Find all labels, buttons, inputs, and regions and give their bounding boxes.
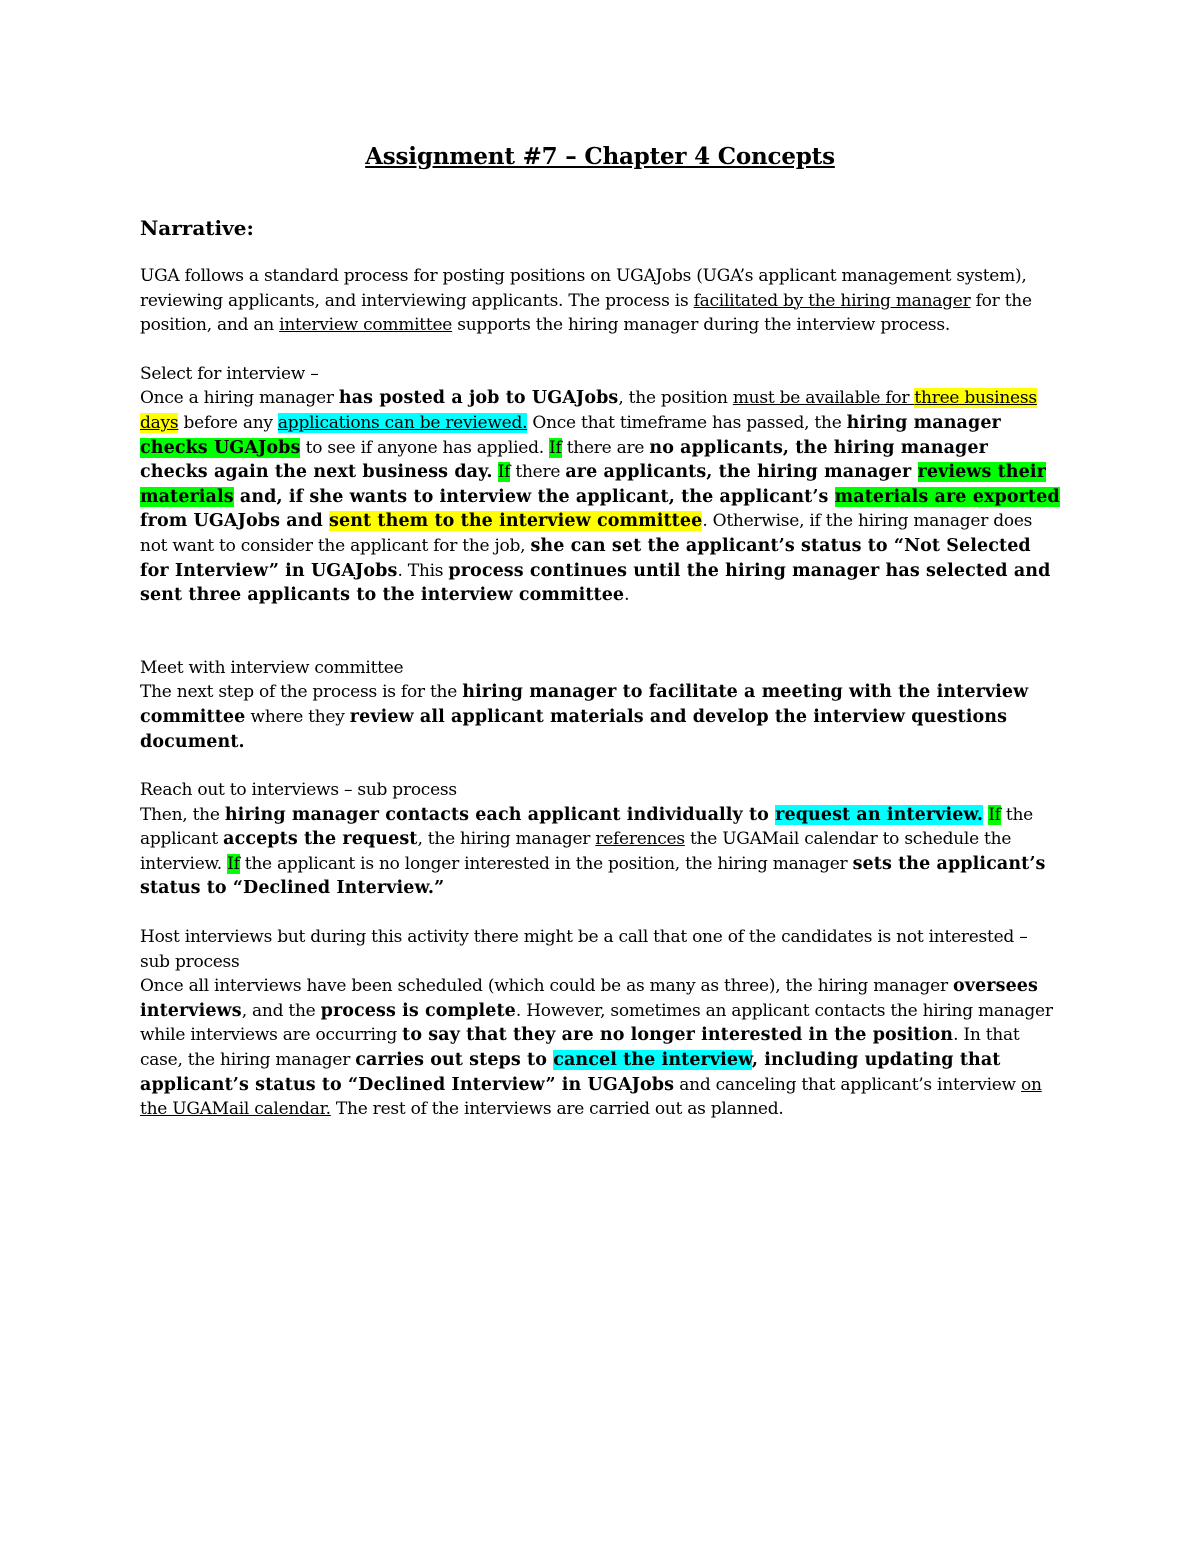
host-bold: , including updating that applicant’s status to “Declined Interview” in UGAJobs: [140, 1050, 1001, 1095]
host-highlight-cyan: cancel the interview: [553, 1050, 752, 1071]
select-text: [493, 462, 498, 482]
select-highlight-green: If: [497, 462, 511, 483]
select-text: Once a hiring manager: [140, 388, 339, 409]
host-text: . However, sometimes an applicant contacts the hiring manager while interviews are occurring: [140, 1000, 1053, 1046]
reach-text: the applicant: [140, 804, 1033, 850]
select-text: Once that timeframe has passed, the: [527, 412, 847, 433]
reach-label: Reach out to interviews – sub process: [140, 780, 457, 801]
reach-text: the applicant is no longer interested in the position, the hiring manager: [239, 853, 853, 874]
reach-text: , the hiring manager: [417, 829, 596, 850]
host-text: and canceling that applicant’s interview: [674, 1074, 1022, 1095]
select-highlight-yellow: three business days: [140, 388, 1037, 433]
select-text: there are: [561, 437, 650, 458]
host-bold: carries out steps to: [355, 1050, 554, 1071]
reach-highlight-green: If: [227, 853, 240, 874]
meet-bold: hiring manager to facilitate a meeting with the interview committee: [140, 682, 1029, 727]
select-bold: hiring manager: [846, 412, 1001, 433]
intro-underline: interview committee: [279, 315, 453, 336]
select-text: .: [624, 585, 630, 606]
meet-text: where they: [245, 706, 350, 727]
host-bold: to say that they are no longer interested in the position: [402, 1025, 954, 1046]
reach-bold: sets the applicant’s status to “Declined Interview.”: [140, 853, 1046, 899]
select-bold: she can set the applicant’s status to “Not Selected for Interview” in UGAJobs: [140, 535, 1031, 581]
meet-text: The next step of the process is for the: [140, 682, 463, 703]
host-bold: oversees interviews: [140, 976, 1038, 1021]
document-title: Assignment #7 – Chapter 4 Concepts: [365, 143, 835, 170]
select-highlight-green: If: [549, 437, 562, 458]
meet-label: Meet with interview committee: [140, 657, 404, 678]
reach-bold: hiring manager contacts each applicant individually to: [224, 804, 776, 825]
select-text: there: [510, 462, 566, 483]
reach-text: Then, the: [140, 804, 225, 825]
host-underline: on the UGAMail calendar.: [140, 1074, 1042, 1120]
select-bold: no applicants, the hiring manager checks again the next business day.: [140, 437, 988, 483]
host-text: Once all interviews have been scheduled (which could be as many as three), the hiring manager: [140, 976, 954, 997]
meet-bold: review all applicant materials and develop the interview questions document.: [140, 706, 1008, 752]
host-label: Host interviews but during this activity there might be a call that one of the candidates is not interested – sub process: [140, 927, 1028, 972]
select-highlight-green: reviews their materials: [140, 462, 1046, 507]
select-highlight-cyan: applications can be reviewed.: [277, 412, 528, 433]
select-highlight-green: materials are exported: [834, 486, 1060, 507]
reach-text: the UGAMail calendar to schedule the interview.: [140, 829, 1012, 874]
intro-text: supports the hiring manager during the interview process.: [452, 315, 951, 336]
select-text: , the position: [618, 388, 733, 409]
select-label: Select for interview –: [140, 363, 319, 384]
select-bold: from UGAJobs and: [140, 511, 330, 532]
intro-paragraph: [140, 264, 1060, 338]
select-bold: has posted a job to UGAJobs: [338, 388, 619, 409]
select-bold: process continues until the hiring manager has selected and sent three applicants to the interview committee: [140, 560, 1051, 606]
intro-text: UGA follows a standard process for posting positions on UGAJobs (UGA’s applicant management system), reviewing applicants, and interviewing applicants. The process is: [140, 266, 1027, 311]
intro-underline: facilitated by the hiring manager: [693, 290, 971, 311]
document-page: [140, 140, 1060, 1122]
reach-highlight-cyan: request an interview.: [775, 804, 984, 825]
narrative-heading: Narrative:: [140, 216, 254, 240]
host-bold: process is complete: [320, 1000, 516, 1021]
reach-highlight-green: If: [988, 804, 1001, 825]
select-text: to see if anyone has applied.: [300, 437, 550, 458]
host-paragraph: [140, 925, 1060, 1122]
reach-underline: references: [595, 829, 685, 850]
select-underline: must be available for: [732, 388, 915, 409]
host-text: , and the: [241, 1000, 321, 1021]
select-highlight-green: checks UGAJobs: [140, 437, 301, 458]
select-bold: and, if she wants to interview the applicant, the applicant’s: [233, 486, 835, 507]
select-text: . Otherwise, if the hiring manager does not want to consider the applicant for the job,: [140, 511, 1033, 556]
select-bold: are applicants, the hiring manager: [565, 462, 918, 483]
select-text: . This: [397, 560, 449, 581]
select-text: before any: [178, 412, 278, 433]
reach-paragraph: [140, 778, 1060, 901]
select-highlight-yellow: sent them to the interview committee: [329, 511, 703, 532]
host-text: The rest of the interviews are carried out as planned.: [330, 1099, 784, 1120]
select-paragraph: [140, 362, 1060, 608]
intro-text: for the position, and an: [140, 290, 1032, 336]
host-text: . In that case, the hiring manager: [140, 1025, 1020, 1071]
meet-paragraph: [140, 656, 1060, 754]
reach-bold: accepts the request: [223, 829, 418, 850]
